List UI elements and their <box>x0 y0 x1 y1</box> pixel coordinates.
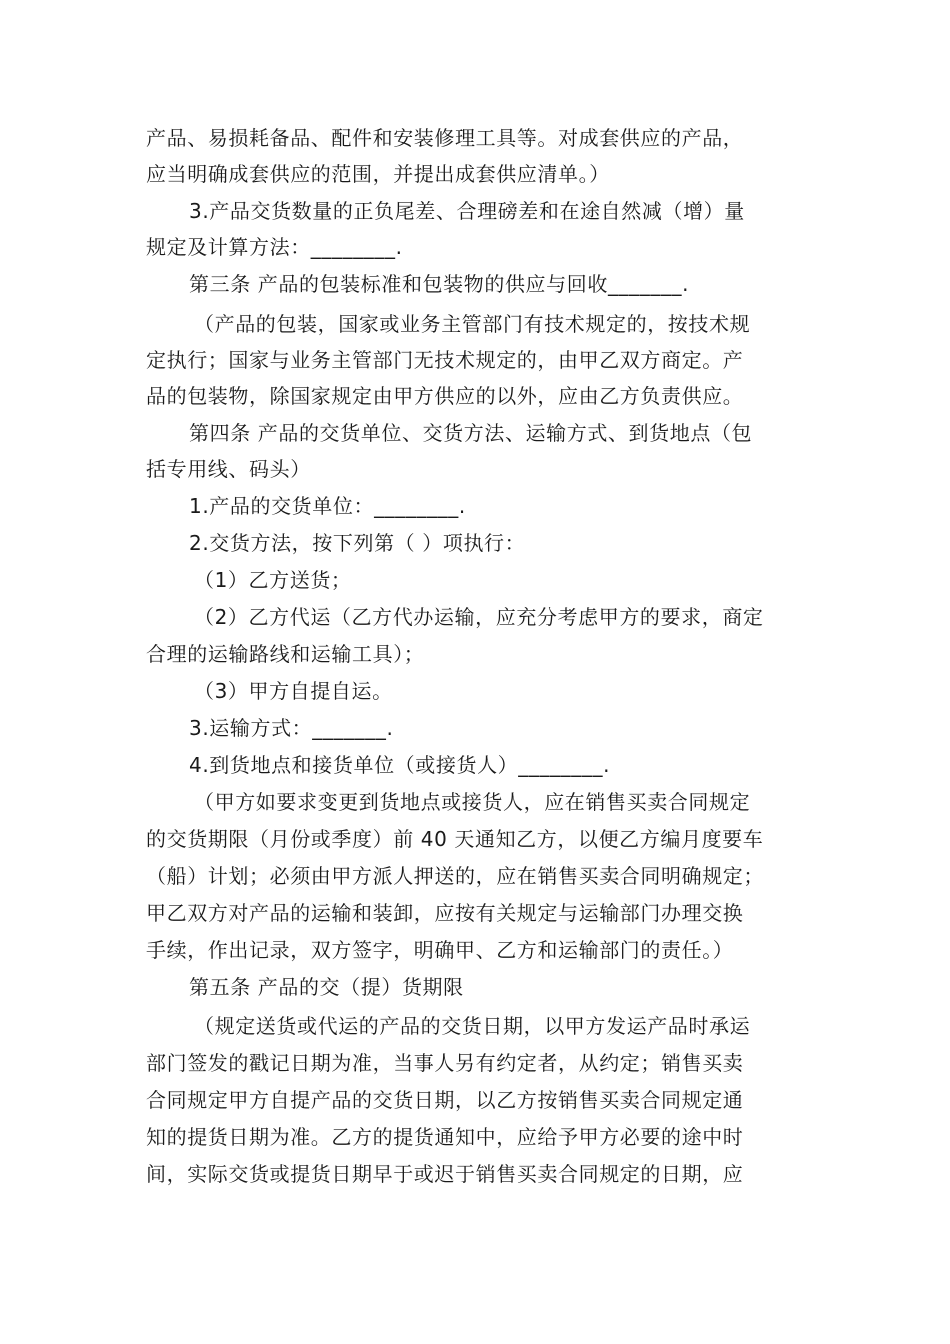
text-line: （船）计划；必须由甲方派人押送的，应在销售买卖合同明确规定； <box>146 864 764 888</box>
text-line: 3.产品交货数量的正负尾差、合理磅差和在途自然减（增）量 <box>189 199 745 223</box>
text-line: 2.交货方法，按下列第（ ）项执行： <box>189 531 526 555</box>
text-line: 知的提货日期为准。乙方的提货通知中，应给予甲方必要的途中时 <box>146 1125 744 1149</box>
text-line: 4.到货地点和接货单位（或接货人）________. <box>189 753 611 777</box>
text-line: 规定及计算方法：________. <box>146 235 403 259</box>
text-line: 3.运输方式：_______. <box>189 716 394 740</box>
text-line: 定执行；国家与业务主管部门无技术规定的，由甲乙双方商定。产 <box>146 348 744 372</box>
text-line: 产品、易损耗备品、配件和安装修理工具等。对成套供应的产品， <box>146 126 744 150</box>
text-line: （规定送货或代运的产品的交货日期，以甲方发运产品时承运 <box>194 1014 751 1038</box>
text-line: 1.产品的交货单位：________. <box>189 494 466 518</box>
text-line: 括专用线、码头） <box>146 457 311 481</box>
text-line: （产品的包装，国家或业务主管部门有技术规定的，按技术规 <box>194 312 751 336</box>
text-line: 间，实际交货或提货日期早于或迟于销售买卖合同规定的日期，应 <box>146 1162 744 1186</box>
text-line: 应当明确成套供应的范围，并提出成套供应清单。） <box>146 162 610 186</box>
section-heading-5: 第五条 产品的交（提）货期限 <box>189 975 464 999</box>
section-heading-4: 第四条 产品的交货单位、交货方法、运输方式、到货地点（包 <box>189 421 753 445</box>
text-line: 手续，作出记录，双方签字，明确甲、乙方和运输部门的责任。） <box>146 938 734 962</box>
text-line: 甲乙双方对产品的运输和装卸，应按有关规定与运输部门办理交换 <box>146 901 744 925</box>
text-line: 合理的运输路线和运输工具）； <box>146 642 425 666</box>
text-line: 合同规定甲方自提产品的交货日期，以乙方按销售买卖合同规定通 <box>146 1088 744 1112</box>
text-line: （3）甲方自提自运。 <box>194 679 393 703</box>
text-line: 的交货期限（月份或季度）前 40 天通知乙方，以便乙方编月度要车 <box>146 827 764 851</box>
text-line: （2）乙方代运（乙方代办运输，应充分考虑甲方的要求，商定 <box>194 605 764 629</box>
text-line: （1）乙方送货； <box>194 568 352 592</box>
section-heading-3: 第三条 产品的包装标准和包装物的供应与回收_______. <box>189 272 690 296</box>
text-line: 品的包装物，除国家规定由甲方供应的以外，应由乙方负责供应。 <box>146 384 744 408</box>
text-line: 部门签发的戳记日期为准，当事人另有约定者，从约定；销售买卖 <box>146 1051 744 1075</box>
text-line: （甲方如要求变更到货地点或接货人，应在销售买卖合同规定 <box>194 790 751 814</box>
